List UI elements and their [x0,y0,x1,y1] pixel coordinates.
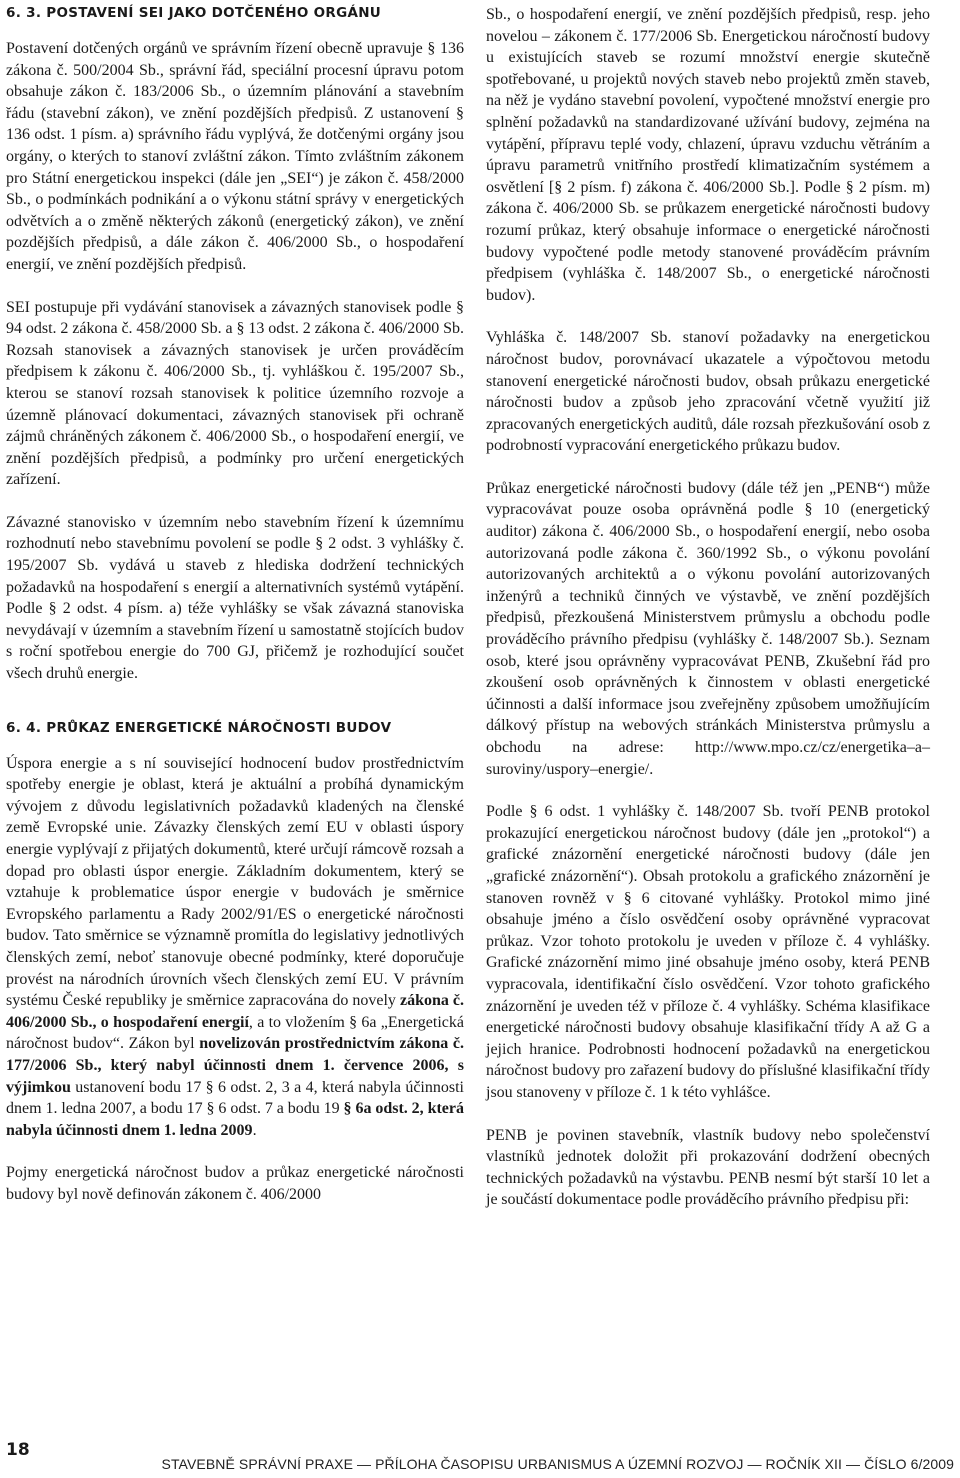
section-heading-6-4: 6. 4. PRŮKAZ ENERGETICKÉ NÁROČNOSTI BUDOV [6,719,392,736]
page-number: 18 [6,1440,30,1460]
running-footer: STAVEBNĚ SPRÁVNÍ PRAXE — PŘÍLOHA ČASOPISU URBANISMUS A ÚZEMNÍ ROZVOJ — ROČNÍK XII — ČÍSLO 6/2009 [161,1456,954,1472]
text-run: Úspora energie a s ní související hodnocení budov prostřednictvím spotřeby energie je oblast, která je aktuální a probíhá dynamickým vývojem z důvodu legislativních požadavků kladených na členské země Evropské unie. Závazky členských zemí EU v oblasti úspory energie vyplývají z přijatých dokumentů, které určují rámcově rozsah a dopad pro oblasti úspor energie. Základním dokumentem, který se vztahuje k problematice úspor energie v budovách je směrnice Evropského parlamentu a Rady 2002/91/ES o energetické náročnosti budov. Tato směrnice se významně promítla do legislativy jednotlivých členských zemí, neboť stanovuje obecné podmínky, které doporučuje provést na národních úrovních všech členských zemí EU. V právním systému České republiky je směrnice zapracována do novely [6,754,464,1010]
paragraph: Sb., o hospodaření energií, ve znění pozdějších předpisů, resp. jeho novelou – zákonem č. 177/2006 Sb. Energetickou náročností budovy u existujících staveb se rozumí množství energie skutečně spotřebované, u projektů nových staveb nebo projektů změn staveb, na něž je vydáno stavební povolení, vypočtené množství energie pro splnění požadavků na standardizované užívání budovy, zejména na vytápění, přípravu teplé vody, chlazení, úpravu vzduchu větráním a úpravu parametrů vnitřního prostředí klimatizačním systémem a osvětlení [§ 2 písm. f) zákona č. 406/2000 Sb.]. Podle § 2 písm. m) zákona č. 406/2000 Sb. se průkazem energetické náročnosti budovy rozumí průkaz, který obsahuje informace o energetické náročnosti budovy vypočtené podle metody stanovené prováděcím právním předpisem (vyhláška č. 148/2007 Sb., o energetické náročnosti budov). [486,6,930,304]
paragraph: Postavení dotčených orgánů ve správním řízení obecně upravuje § 136 zákona č. 500/2004 Sb., správní řád, speciální procesní úpravu potom obsahuje zákon č. 183/2006 Sb., o územním plánování a stavebním řádu (stavební zákon), ve znění pozdějších předpisů. Z ustanovení § 136 odst. 1 písm. a) správního řádu vyplývá, že dotčenými orgány jsou orgány, o kterých to stanoví zvláštní zákon. Tímto zvláštním zákonem pro Státní energetickou inspekci (dále jen „SEI“) je zákon č. 458/2000 Sb., o podmínkách podnikání a o výkonu státní správy v energetických odvětvích a o změně některých zákonů (energetický zákon), ve znění pozdějších předpisů, a dále zákon č. 406/2000 Sb., o hospodaření energií, ve znění pozdějších předpisů. [6,40,464,273]
paragraph: Závazné stanovisko v územním nebo stavebním řízení k územnímu rozhodnutí nebo stavebnímu povolení se podle § 2 odst. 3 vyhlášky č. 195/2007 Sb. vydává u staveb z hlediska dodržení technických požadavků na hospodaření s energií a alternativních systémů vytápění. Podle § 2 odst. 4 písm. a) téže vyhlášky se však závazná stanoviska nevydávají v územním a stavebním řízení u samostatně stojících budov s roční spotřebou energie do 700 GJ, přičemž je rozhodující součet všech druhů energie. [6,513,464,683]
paragraph: SEI postupuje při vydávání stanovisek a závazných stanovisek podle § 94 odst. 2 zákona č. 458/2000 Sb. a § 13 odst. 2 zákona č. 406/2000 Sb. Rozsah stanovisek a závazných stanovisek je určen prováděcím předpisem k zákonu č. 406/2000 Sb., tj. vyhláškou č. 195/2007 Sb., kterou se stanoví rozsah stanovisek k politice územního rozvoje a územně plánovací dokumentaci, závazných stanovisek při ochraně zájmů chráněných zákonem č. 406/2000 Sb., o hospodaření energií, ve znění pozdějších předpisů, a podmínky pro určení energetických zařízení. [6,298,464,489]
right-column [486,4,930,1232]
paragraph: Průkaz energetické náročnosti budovy (dále též jen „PENB“) může vypracovávat pouze osoba oprávněná podle § 10 (energetický auditor) zákona č. 406/2000 Sb., o hospodaření energií, nebo osoba autorizovaná podle zákona č. 360/1992 Sb., o výkonu povolání autorizovaných architektů a o výkonu povolání autorizovaných inženýrů a techniků činných ve výstavbě, ve znění pozdějších předpisů, přezkoušená Ministerstvem průmyslu a obchodu podle prováděcího právního předpisu (vyhlášky č. 148/2007 Sb.). Seznam osob, které jsou oprávněny vypracovávat PENB, Zkušební řád pro zkoušení osob oprávněných k činnostem v oblasti energetické účinnosti a další informace jsou zveřejněny způsobem umožňujícím dálkový přístup na webových stránkách Ministerstva průmyslu a obchodu na adrese: http://www.mpo.cz/cz/energetika–a–suroviny/uspory–energie/. [486,479,930,778]
text-run: , a to vložením § 6a „Energetická náročnost budov“. Zákon byl [6,1013,464,1053]
left-column [6,4,464,1227]
text-run: ustanovení bodu 17 § 6 odst. 2, 3 a 4, která nabyla účinnosti dnem 1. ledna 2007, a bodu 17 § 6 odst. 7 a bodu 19 [6,1078,464,1118]
paragraph: Vyhláška č. 148/2007 Sb. stanoví požadavky na energetickou náročnost budov, porovnávací ukazatele a výpočtovou metodu stanovení energetické náročnosti budov, obsah průkazu energetické náročnosti budov a způsob jeho zpracování včetně využití již zpracovaných energetických auditů, dále rozsah přezkušování osob z podrobností vypracování energetického průkazu budov. [486,329,930,455]
section-heading-6-3: 6. 3. POSTAVENÍ SEI JAKO DOTČENÉHO ORGÁNU [6,5,382,21]
bold-run: § 6a odst. 2, která nabyla účinnosti dnem 1. ledna 2009 [6,1100,464,1139]
paragraph-mixed [6,753,464,1142]
bold-run: novelizován prostřednictvím zákona č. 177/2006 Sb., který nabyl účinnosti dnem 1. července 2006, s výjimkou [6,1035,464,1096]
paragraph: PENB je povinen stavebník, vlastník budovy nebo společenství vlastníků jednotek doložit při prokazování dodržení obecných technických požadavků na výstavbu. PENB nesmí být starší 10 let a je součástí dokumentace podle prováděcího právního předpisu při: [486,1126,930,1209]
paragraph: Podle § 6 odst. 1 vyhlášky č. 148/2007 Sb. tvoří PENB protokol prokazující energetickou náročnost budovy (dále jen „protokol“) a grafické znázornění energetické náročnosti budovy (dále jen „grafické znázornění“). Obsah protokolu a grafického znázornění je stanoven rovněž v § 6 citované vyhlášky. Protokol mimo jiné obsahuje jméno a číslo osvědčení osoby oprávněné vypracovat průkaz. Vzor tohoto protokolu je uveden v příloze č. 4 vyhlášky. Grafické znázornění mimo jiné obsahuje jméno osoby, která PENB vypracovala, identifikační číslo osvědčení. Vzor tohoto grafického znázornění je uveden též v příloze č. 4 vyhlášky. Schéma klasifikace energetické náročnosti budovy obsahuje klasifikační třídy A až G a jejich hranice. Podrobnosti hodnocení požadavků na energetickou náročnost budovy pro zařazení budovy do příslušné klasifikační třídy jsou stanoveny v příloze č. 1 k této vyhlášce. [486,803,930,1101]
paragraph: Pojmy energetická náročnost budov a průkaz energetické náročnosti budovy byl nově definován zákonem č. 406/2000 [6,1164,464,1203]
text-run: . [252,1121,257,1139]
bold-run: zákona č. 406/2000 Sb., o hospodaření energií [6,992,465,1031]
